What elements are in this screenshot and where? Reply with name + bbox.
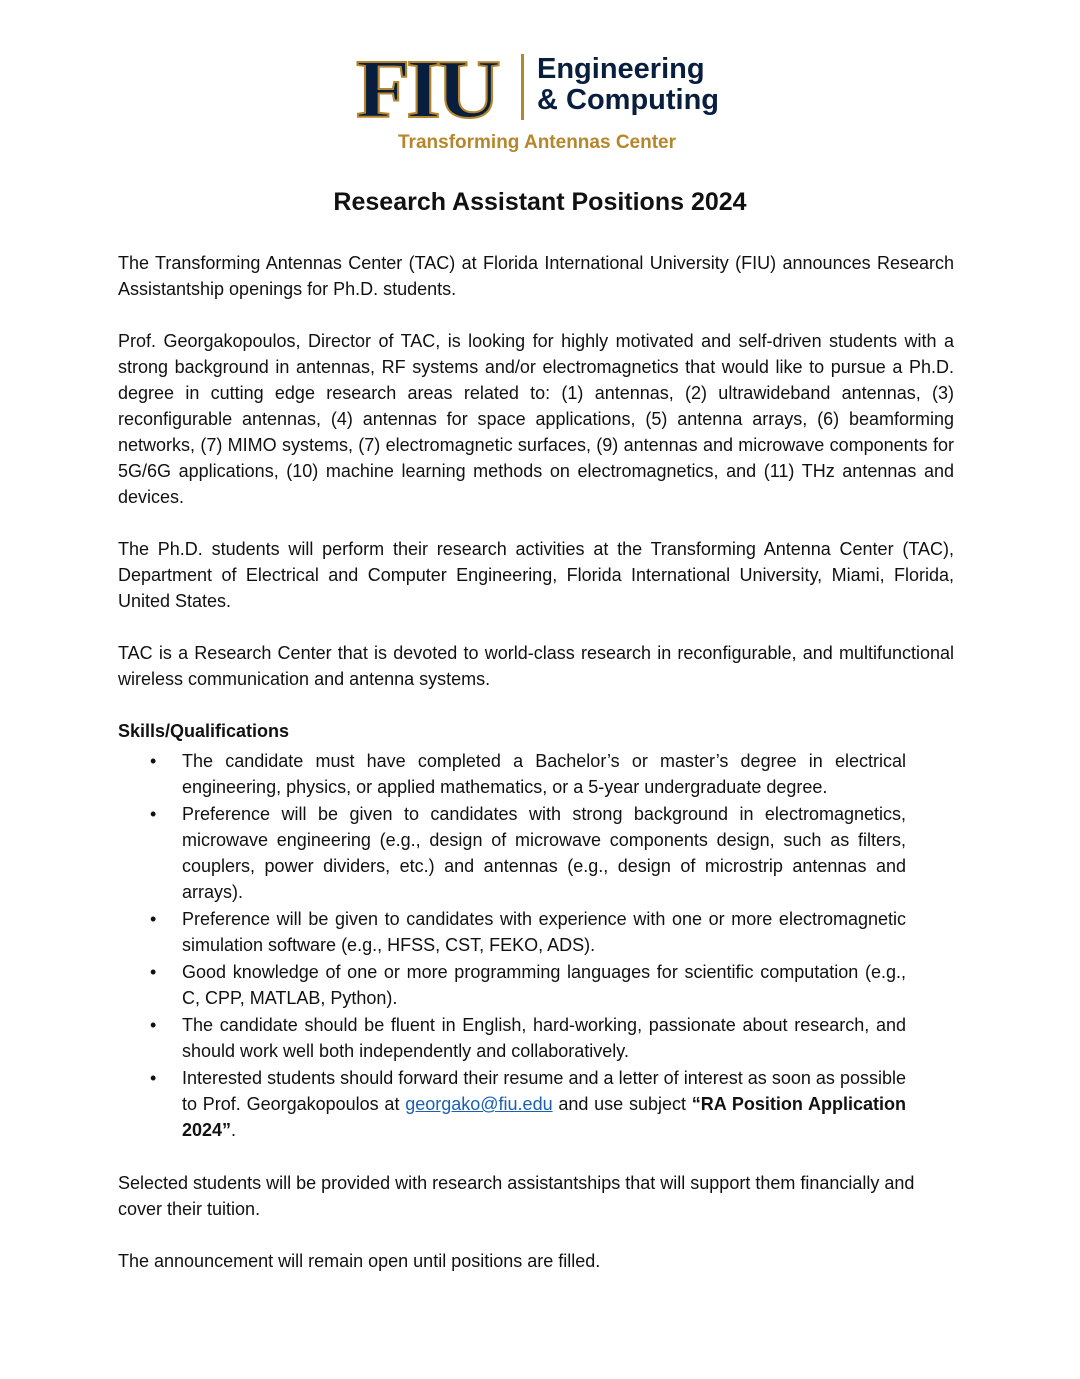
paragraph-location: The Ph.D. students will perform their research activities at the Transforming Antenna Center (TAC), Department of Electrical and Computer Engineering, Florida International University, Miami, Florida, United States.	[118, 539, 954, 611]
logo-line-2: & Computing	[537, 84, 720, 116]
research-areas-paragraph	[118, 328, 954, 510]
intro-paragraph	[118, 250, 954, 302]
email-link[interactable]: georgako@fiu.edu	[405, 1094, 553, 1114]
skills-heading: Skills/Qualifications	[118, 721, 290, 741]
list-item: • Good knowledge of one or more programming languages for scientific computation (e.g., C, CPP, MATLAB, Python).	[118, 959, 906, 1011]
funding-paragraph	[118, 1170, 954, 1222]
logo-line-1: Engineering	[537, 53, 705, 85]
skills-list	[118, 748, 906, 1144]
paragraph-funding: Selected students will be provided with research assistantships that will support them financially and cover their tuition.	[118, 1173, 915, 1219]
logo-center-name: Transforming Antennas Center	[398, 132, 677, 153]
closing-paragraph	[118, 1248, 954, 1274]
list-item: • Preference will be given to candidates with strong background in electromagnetics, microwave engineering (e.g., design of microwave components design, such as filters, couplers, power dividers, etc.) and antennas (e.g., design of microstrip antennas and arrays).	[118, 801, 906, 905]
paragraph-closing: The announcement will remain open until positions are filled.	[118, 1251, 601, 1271]
paragraph-center-description: TAC is a Research Center that is devoted to world-class research in reconfigurable, and multifunctional wireless communication and antenna systems.	[118, 643, 954, 689]
logo-mark: FIU	[356, 43, 497, 136]
logo-divider	[521, 54, 524, 120]
application-text-end: .	[231, 1120, 237, 1140]
application-text: Interested students should forward their resume and a letter of interest as soon as possible to Prof. Georgakopoulos at	[182, 1068, 906, 1114]
list-item: • The candidate should be fluent in English, hard-working, passionate about research, and should work well both independently and collaboratively.	[118, 1012, 906, 1064]
page-title: Research Assistant Positions 2024	[333, 188, 747, 216]
fiu-engineering-logo	[356, 43, 736, 158]
center-description-paragraph	[118, 640, 954, 692]
paragraph-research-areas: Prof. Georgakopoulos, Director of TAC, is looking for highly motivated and self-driven students with a strong background in antennas, RF systems and/or electromagnetics that would like to pursue a Ph.D. degree in cutting edge research areas related to: (1) antennas, (2) ultrawideband antennas, (3) reconfigurable antennas, (4) antennas for space applications, (5) antenna arrays, (6) beamforming networks, (7) MIMO systems, (7) electromagnetic surfaces, (9) antennas and microwave components for 5G/6G applications, (10) machine learning methods on electromagnetics, and (11) THz antennas and devices.	[118, 331, 954, 507]
skills-heading-block	[118, 718, 954, 744]
email-subject: “RA Position Application 2024”	[182, 1094, 906, 1140]
list-item: • Preference will be given to candidates with experience with one or more electromagnetic simulation software (e.g., HFSS, CST, FEKO, ADS).	[118, 906, 906, 958]
logo-college-name	[537, 54, 719, 116]
paragraph-announcement: The Transforming Antennas Center (TAC) at Florida International University (FIU) announces Research Assistantship openings for Ph.D. students.	[118, 253, 954, 299]
location-paragraph	[118, 536, 954, 614]
list-item-application	[118, 1065, 906, 1143]
application-text-middle: and use subject	[552, 1094, 692, 1114]
list-item: • The candidate must have completed a Bachelor’s or master’s degree in electrical engineering, physics, or applied mathematics, or a 5-year undergraduate degree.	[118, 748, 906, 800]
